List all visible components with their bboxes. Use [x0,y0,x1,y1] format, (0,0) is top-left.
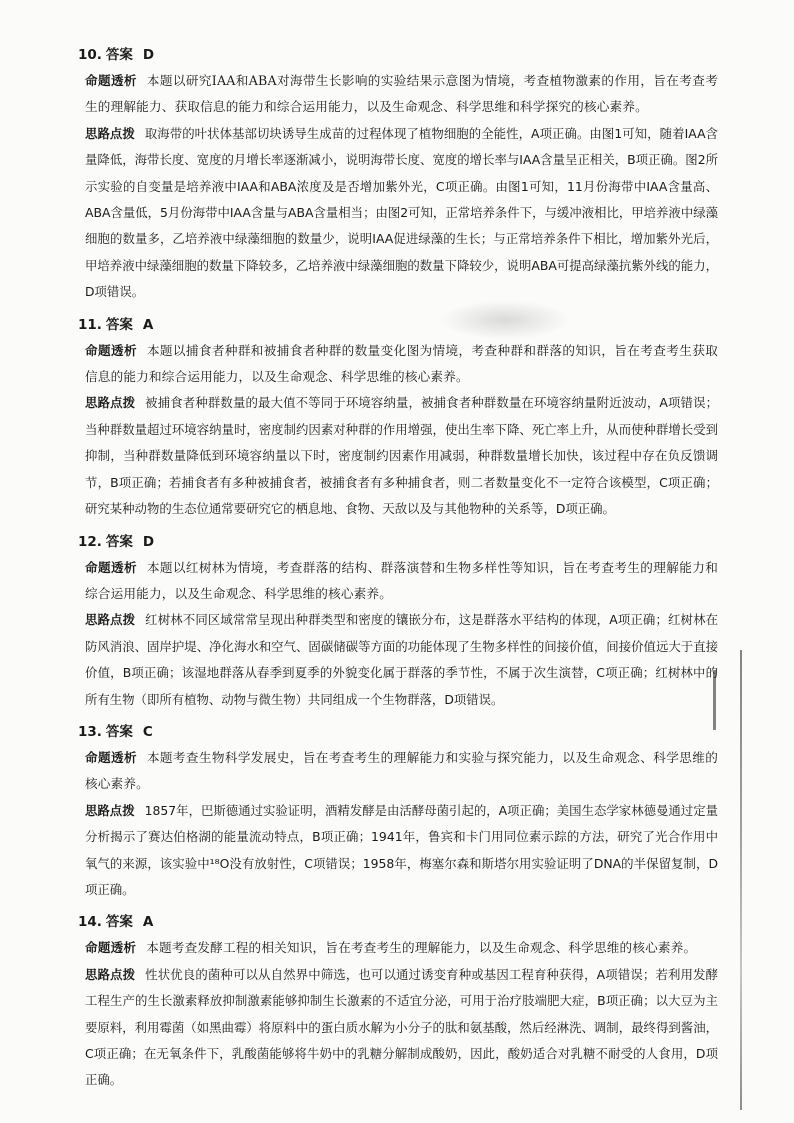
explanation-heading: 思路点拨 [85,125,135,141]
analysis-text: 本题以红树林为情境，考查群落的结构、群落演替和生物多样性等知识，旨在考查考生的理解能力和综合运用能力，以及生命观念、科学思维的核心素养。 [85,559,718,601]
answer-line [78,42,718,68]
answer-choice: A [142,316,154,333]
explanation-text: 性状优良的菌种可以从自然界中筛选，也可以通过诱变育种或基因工程育种获得，A项错误；若利用发酵工程生产的生长激素释放抑制激素能够抑制生长激素的不适宜分泌，可用于治疗肢端肥大症，B项正确；以大豆为主要原料，利用霉菌（如黑曲霉）将原料中的蛋白质水解为小分子的肽和氨基酸，然后经淋洗、调制，最终得到酱油，C项正确；在无氧条件下，乳酸菌能够将牛奶中的乳糖分解制成酸奶，因此，酸奶适合对乳糖不耐受的人食用，D项正确。 [85,966,718,1088]
answer-choice: C [142,723,153,740]
analysis-text: 本题考查生物科学发展史，旨在考查考生的理解能力和实验与探究能力，以及生命观念、科学思维的核心素养。 [85,749,718,792]
explanation-paragraph [85,607,718,713]
answer-line [78,909,718,935]
question-number: 14. [78,914,102,931]
question-14 [78,909,718,1093]
explanation-paragraph [85,121,718,306]
answer-line [78,719,718,745]
analysis-paragraph [85,935,718,961]
answer-content [78,42,718,1100]
answer-label: 答案 [105,723,133,740]
analysis-paragraph [85,68,718,121]
explanation-heading: 思路点拨 [85,612,136,628]
question-13 [78,719,718,903]
analysis-paragraph [85,745,718,798]
explanation-heading: 思路点拨 [85,395,136,411]
answer-choice: A [142,914,154,931]
analysis-heading: 命题透析 [85,749,137,765]
question-number: 13. [78,723,102,740]
answer-label: 答案 [105,316,133,333]
answer-choice: D [142,533,155,550]
explanation-paragraph [85,962,718,1094]
question-number: 11. [78,316,102,333]
explanation-text: 红树林不同区域常常呈现出种群类型和密度的镶嵌分布，这是群落水平结构的体现，A项正确；红树林在防风消浪、固岸护堤、净化海水和空气、固碳储碳等方面的功能体现了生物多样性的间接价值，间接价值远大于直接价值，B项正确；该湿地群落从春季到夏季的外貌变化属于群落的季节性，不属于次生演替，C项正确；红树林中的所有生物（即所有植物、动物与微生物）共同组成一个生物群落，D项错误。 [85,612,718,707]
question-10 [78,42,718,306]
answer-line [78,312,718,338]
explanation-text: 1857年，巴斯德通过实验证明，酒精发酵是由活酵母菌引起的，A项正确；美国生态学家林德曼通过定量分析揭示了赛达伯格湖的能量流动特点，B项正确；1941年，鲁宾和卡门用同位素示踪的方法，研究了光合作用中氧气的来源，该实验中¹⁸O没有放射性，C项错误；1958年，梅塞尔森和斯塔尔用实验证明了DNA的半保留复制，D项正确。 [85,802,718,897]
answer-label: 答案 [105,533,133,550]
analysis-paragraph [85,555,718,608]
explanation-paragraph [85,390,718,522]
analysis-text: 本题以捕食者种群和被捕食者种群的数量变化图为情境，考查种群和群落的知识，旨在考查考生获取信息的能力和综合运用能力，以及生命观念、科学思维的核心素养。 [85,342,718,385]
explanation-heading: 思路点拨 [85,802,135,818]
explanation-heading: 思路点拨 [85,966,136,982]
analysis-heading: 命题透析 [85,559,137,575]
analysis-text: 本题考查发酵工程的相关知识，旨在考查考生的理解能力，以及生命观念、科学思维的核心素养。 [146,940,697,956]
analysis-text: 本题以研究IAA和ABA对海带生长影响的实验结果示意图为情境，考查植物激素的作用，旨在考查考生的理解能力、获取信息的能力和综合运用能力，以及生命观念、科学思维和科学探究的核心素养。 [85,73,718,115]
scan-edge-shadow [740,650,742,1110]
answer-label: 答案 [105,914,133,931]
analysis-heading: 命题透析 [85,940,137,956]
question-number: 12. [78,533,102,550]
explanation-text: 取海带的叶状体基部切块诱导生成苗的过程体现了植物细胞的全能性，A项正确。由图1可知，随着IAA含量降低，海带长度、宽度的月增长率逐渐减小，说明海带长度、宽度的增长率与IAA含量呈正相关，B项正确。图2所示实验的自变量是培养液中IAA和ABA浓度及是否增加紫外光，C项正确。由图1可知，11月份海带中IAA含量高、ABA含量低，5月份海带中IAA含量与ABA含量相当；由图2可知，正常培养条件下，与缓冲液相比，甲培养液中绿藻细胞的数量多，乙培养液中绿藻细胞的数量少，说明IAA促进绿藻的生长；与正常培养条件下相比，增加紫外光后，甲培养液中绿藻细胞的数量下降较多，乙培养液中绿藻细胞的数量下降较少，说明ABA可提高绿藻抗紫外线的能力，D项错误。 [85,125,718,300]
analysis-heading: 命题透析 [85,342,137,358]
explanation-text: 被捕食者种群数量的最大值不等同于环境容纳量，被捕食者种群数量在环境容纳量附近波动，A项错误；当种群数量超过环境容纳量时，密度制约因素对种群的作用增强，使出生率下降、死亡率上升，从而使种群增长受到抑制，当种群数量降低到环境容纳量以下时，密度制约因素作用减弱，种群数量增长加快，该过程中存在负反馈调节，B项正确；若捕食者有多种被捕食者，被捕食者有多种捕食者，则二者数量变化不一定符合该模型，C项正确；研究某种动物的生态位通常要研究它的栖息地、食物、天敌以及与其他物种的关系等，D项正确。 [85,395,718,517]
answer-choice: D [142,47,155,63]
question-number: 10. [78,47,102,63]
question-12 [78,529,718,713]
answer-line [78,529,718,555]
analysis-paragraph [85,338,718,391]
analysis-heading: 命题透析 [85,73,137,88]
answer-label: 答案 [105,47,133,63]
question-11 [78,312,718,523]
explanation-paragraph [85,798,718,904]
